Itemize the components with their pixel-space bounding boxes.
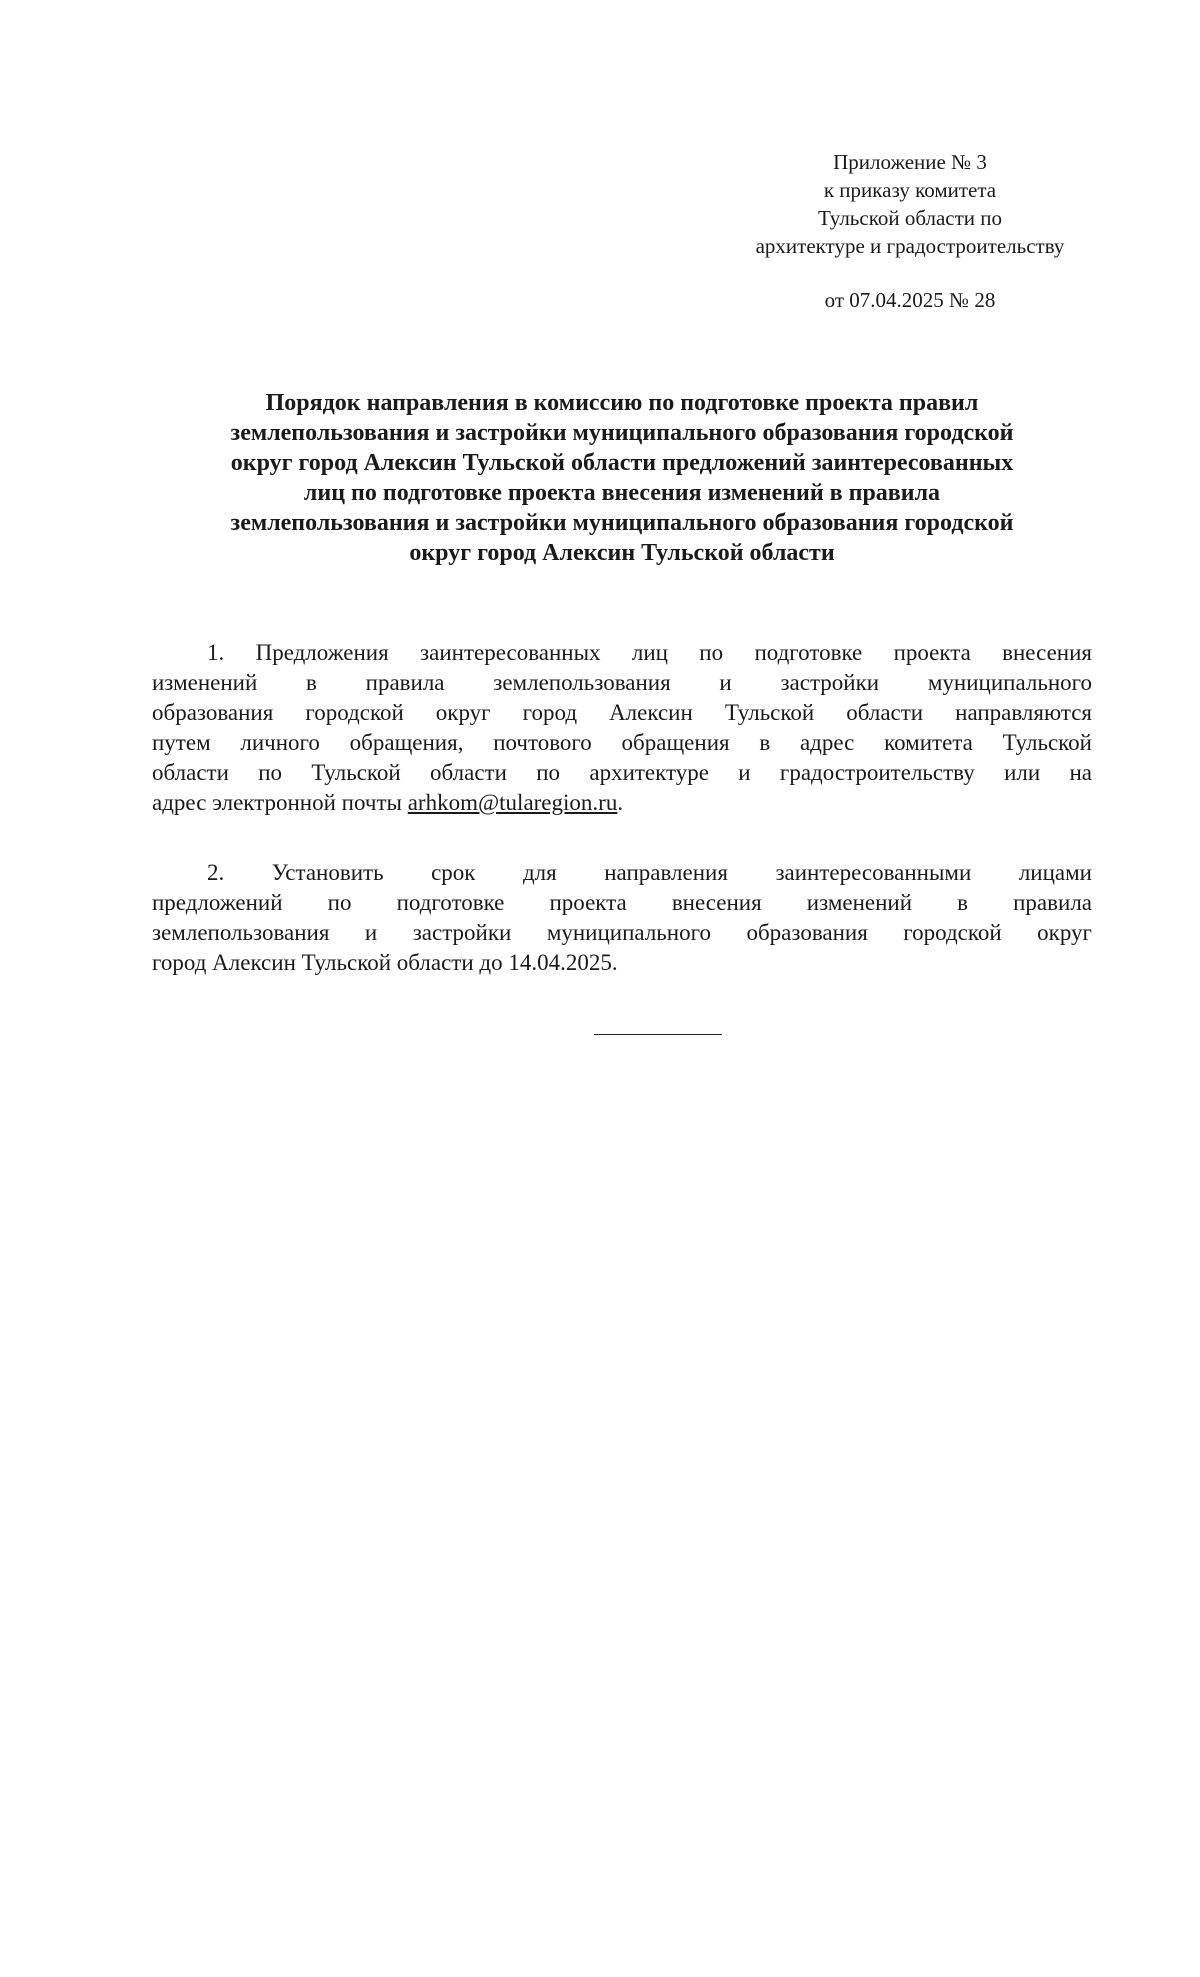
- paragraph-1: [152, 638, 1092, 818]
- document-title: [150, 388, 1094, 568]
- title-line: округ город Алексин Тульской области предложений заинтересованных: [230, 450, 1014, 476]
- paragraph-line: области по Тульской области по архитектуре и градостроительству или на: [152, 760, 1092, 785]
- paragraph-line: 1. Предложения заинтересованных лиц по подготовке проекта внесения: [207, 640, 1092, 665]
- appendix-department-line: архитектуре и градостроительству: [755, 234, 1065, 258]
- appendix-order-line: к приказу комитета: [823, 178, 997, 202]
- paragraph-line: 2. Установить срок для направления заинтересованными лицами: [207, 860, 1092, 885]
- title-line: Порядок направления в комиссию по подготовке проекта правил: [265, 390, 979, 416]
- order-date-number: от 07.04.2025 № 28: [824, 288, 996, 312]
- paragraph-line: предложений по подготовке проекта внесения изменений в правила: [152, 890, 1092, 915]
- end-divider: [594, 1034, 722, 1035]
- email-suffix: .: [617, 790, 624, 815]
- title-line: землепользования и застройки муниципального образования городской: [230, 510, 1014, 536]
- paragraph-line: изменений в правила землепользования и застройки муниципального: [152, 670, 1092, 695]
- paragraph-line: город Алексин Тульской области до 14.04.2025.: [152, 950, 618, 975]
- title-line: округ город Алексин Тульской области: [409, 540, 835, 566]
- appendix-header: [700, 148, 1120, 260]
- paragraph-line: образования городской округ город Алексин Тульской области направляются: [152, 700, 1092, 725]
- appendix-number: Приложение № 3: [833, 150, 987, 174]
- title-line: землепользования и застройки муниципального образования городской: [230, 420, 1014, 446]
- paragraph-line: путем личного обращения, почтового обращения в адрес комитета Тульской: [152, 730, 1092, 755]
- paragraph-last-line: [152, 788, 1092, 818]
- paragraph-line: землепользования и застройки муниципального образования городской округ: [152, 920, 1092, 945]
- email-prefix: адрес электронной почты: [152, 790, 408, 815]
- appendix-committee-line: Тульской области по: [817, 206, 1003, 230]
- title-line: лиц по подготовке проекта внесения изменений в правила: [303, 480, 941, 506]
- paragraph-2: [152, 858, 1092, 978]
- email-link[interactable]: arhkom@tularegion.ru: [407, 790, 618, 815]
